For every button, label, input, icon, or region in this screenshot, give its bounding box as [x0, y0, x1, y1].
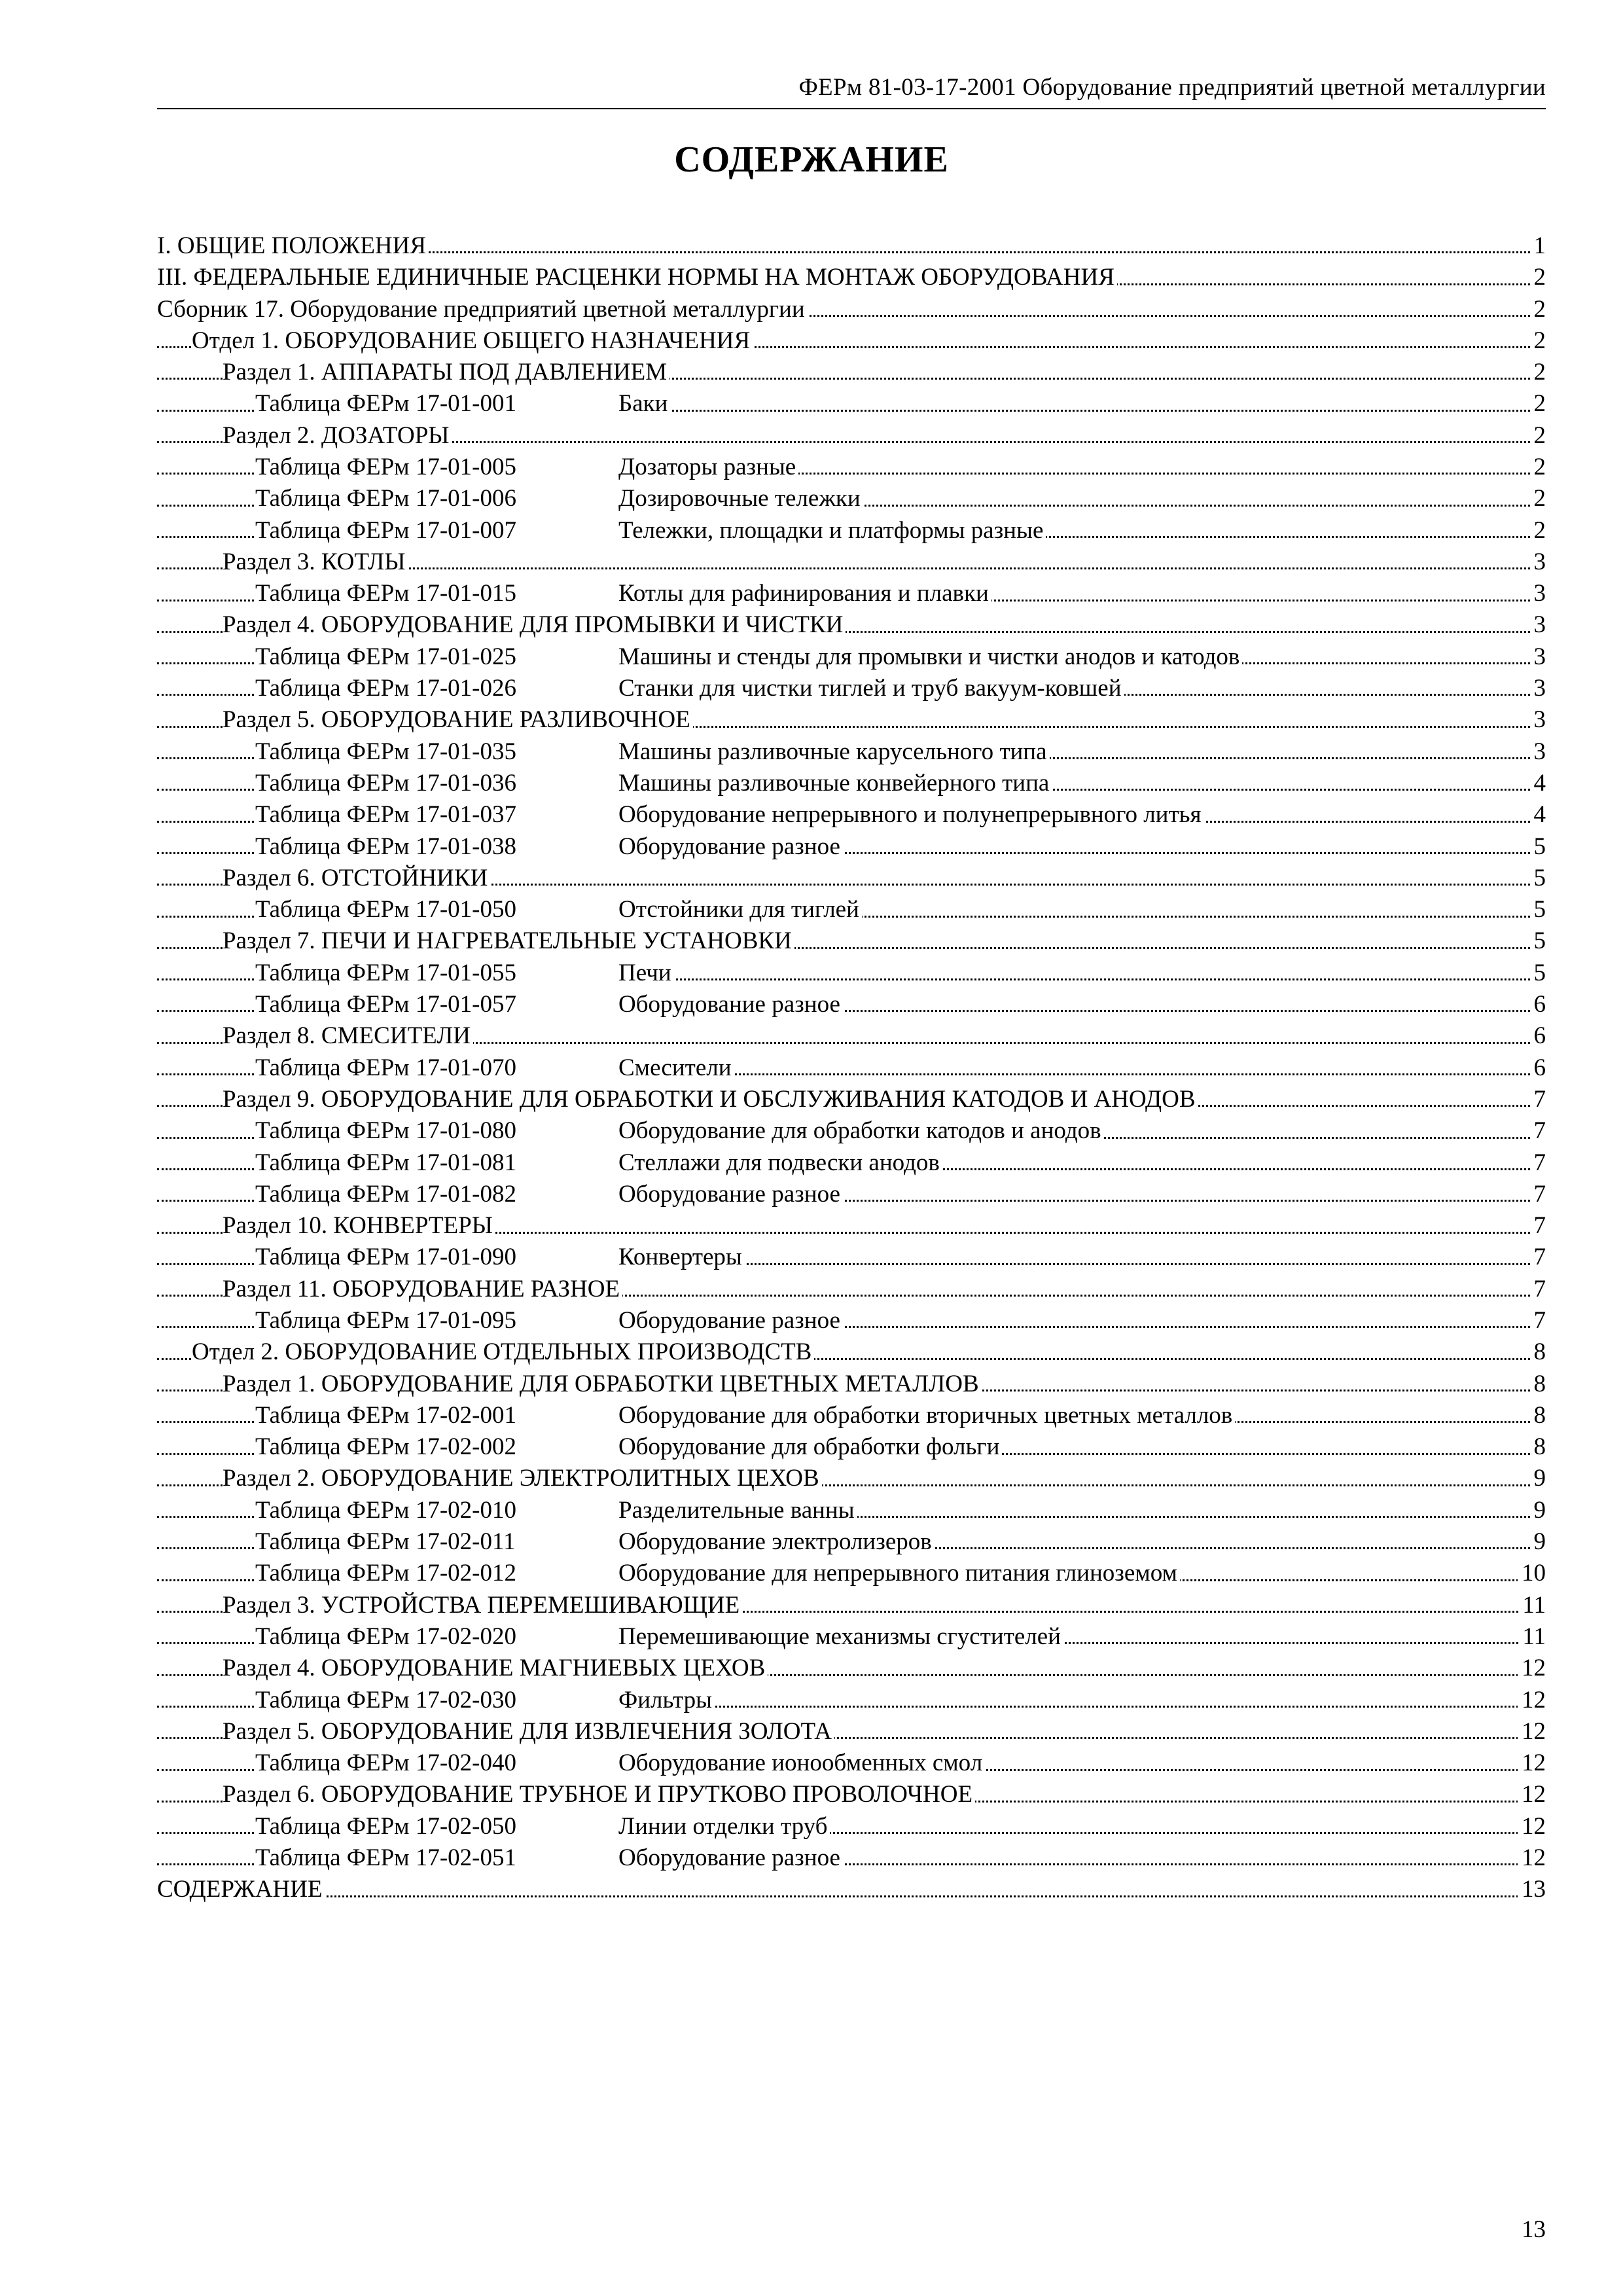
- toc-entry-page: 10: [1518, 1559, 1546, 1588]
- toc-table-code: Таблица ФЕРм 17-01-038: [255, 833, 516, 860]
- toc-table-entry[interactable]: [157, 1146, 1546, 1177]
- toc-entry[interactable]: [157, 1209, 1546, 1240]
- toc-entry-page: 3: [1530, 738, 1546, 766]
- table-of-contents: [157, 229, 1546, 1905]
- toc-entry-title: Отстойники для тиглей: [618, 896, 859, 924]
- toc-entry[interactable]: [157, 355, 1546, 387]
- toc-entry-title: Оборудование разное: [618, 1307, 840, 1334]
- toc-entry-title: Оборудование разное: [618, 1180, 840, 1208]
- toc-entry[interactable]: [157, 1272, 1546, 1304]
- toc-table-entry[interactable]: [157, 1399, 1546, 1430]
- toc-entry-page: 12: [1518, 1844, 1546, 1873]
- header-rule: [157, 108, 1546, 109]
- toc-entry-page: 2: [1530, 295, 1546, 324]
- toc-table-code: Таблица ФЕРм 17-01-095: [255, 1307, 516, 1334]
- toc-entry-title: Оборудование непрерывного и полунепрерывного литья: [618, 801, 1202, 829]
- toc-entry-page: 4: [1530, 800, 1546, 829]
- toc-entry-title: Баки: [618, 390, 668, 418]
- toc-table-entry[interactable]: [157, 830, 1546, 861]
- toc-entry-title: Оборудование для обработки катодов и анодов: [618, 1117, 1101, 1145]
- toc-entry-page: 2: [1530, 263, 1546, 292]
- toc-entry-title: Раздел 2. ДОЗАТОРЫ: [223, 422, 450, 449]
- toc-entry[interactable]: [157, 861, 1546, 893]
- toc-entry-page: 8: [1530, 1338, 1546, 1367]
- toc-table-code: Таблица ФЕРм 17-01-001: [255, 390, 516, 418]
- toc-entry-title: III. ФЕДЕРАЛЬНЫЕ ЕДИНИЧНЫЕ РАСЦЕНКИ НОРМЫ НА МОНТАЖ ОБОРУДОВАНИЯ: [157, 264, 1115, 291]
- toc-entry-page: 6: [1530, 990, 1546, 1019]
- toc-entry-title: Оборудование для обработки вторичных цветных металлов: [618, 1401, 1233, 1429]
- toc-entry-page: 12: [1518, 1717, 1546, 1746]
- toc-entry[interactable]: [157, 1651, 1546, 1683]
- toc-table-entry[interactable]: [157, 956, 1546, 988]
- toc-entry-page: 3: [1530, 579, 1546, 608]
- toc-entry[interactable]: [157, 609, 1546, 640]
- toc-table-entry[interactable]: [157, 988, 1546, 1019]
- toc-entry-page: 5: [1530, 833, 1546, 861]
- toc-table-code: Таблица ФЕРм 17-01-015: [255, 580, 516, 607]
- toc-table-entry[interactable]: [157, 735, 1546, 766]
- toc-entry-page: 3: [1530, 643, 1546, 672]
- toc-entry-page: 12: [1518, 1812, 1546, 1841]
- toc-entry[interactable]: [157, 703, 1546, 734]
- toc-entry-page: 4: [1530, 769, 1546, 798]
- toc-entry-title: Фильтры: [618, 1686, 712, 1713]
- toc-entry-page: 7: [1530, 1085, 1546, 1114]
- toc-entry-page: 12: [1518, 1780, 1546, 1809]
- toc-table-entry[interactable]: [157, 1810, 1546, 1841]
- toc-entry-title: Котлы для рафинирования и плавки: [618, 580, 989, 607]
- toc-entry-title: Раздел 2. ОБОРУДОВАНИЕ ЭЛЕКТРОЛИТНЫХ ЦЕХОВ: [223, 1465, 819, 1492]
- toc-entry-page: 8: [1530, 1401, 1546, 1430]
- toc-entry-title: Конвертеры: [618, 1244, 742, 1271]
- toc-entry-title: Дозировочные тележки: [618, 485, 861, 512]
- toc-table-entry[interactable]: [157, 450, 1546, 482]
- toc-entry-title: Машины и стенды для промывки и чистки анодов и катодов: [618, 643, 1240, 670]
- toc-table-entry[interactable]: [157, 672, 1546, 703]
- toc-table-code: Таблица ФЕРм 17-02-050: [255, 1812, 516, 1840]
- toc-table-entry[interactable]: [157, 1620, 1546, 1651]
- toc-table-code: Таблица ФЕРм 17-01-080: [255, 1117, 516, 1145]
- toc-entry-page: 7: [1530, 1243, 1546, 1272]
- toc-table-entry[interactable]: [157, 1494, 1546, 1525]
- toc-entry-page: 7: [1530, 1117, 1546, 1145]
- toc-entry-page: 7: [1530, 1180, 1546, 1209]
- toc-entry[interactable]: [157, 260, 1546, 292]
- toc-table-code: Таблица ФЕРм 17-01-090: [255, 1244, 516, 1271]
- toc-entry-page: 9: [1530, 1464, 1546, 1493]
- toc-table-entry[interactable]: [157, 387, 1546, 418]
- toc-entry-title: Раздел 5. ОБОРУДОВАНИЕ ДЛЯ ИЗВЛЕЧЕНИЯ ЗОЛОТА: [223, 1717, 832, 1745]
- toc-table-entry[interactable]: [157, 1525, 1546, 1556]
- toc-table-code: Таблица ФЕРм 17-01-070: [255, 1054, 516, 1081]
- toc-entry-title: Тележки, площадки и платформы разные: [618, 516, 1044, 544]
- toc-table-entry[interactable]: [157, 1556, 1546, 1588]
- toc-table-entry[interactable]: [157, 640, 1546, 672]
- toc-entry-page: 2: [1530, 516, 1546, 545]
- toc-entry-title: Раздел 3. УСТРОЙСТВА ПЕРЕМЕШИВАЮЩИЕ: [223, 1591, 740, 1619]
- toc-table-entry[interactable]: [157, 1304, 1546, 1335]
- toc-entry-title: Станки для чистки тиглей и труб вакуум-ковшей: [618, 675, 1122, 702]
- toc-entry-page: 2: [1530, 484, 1546, 513]
- toc-table-code: Таблица ФЕРм 17-01-035: [255, 738, 516, 765]
- toc-entry[interactable]: [157, 545, 1546, 577]
- toc-entry-page: 2: [1530, 453, 1546, 482]
- toc-entry-title: Перемешивающие механизмы сгустителей: [618, 1623, 1061, 1650]
- toc-entry-page: 12: [1518, 1749, 1546, 1778]
- toc-entry-page: 5: [1530, 895, 1546, 924]
- toc-entry-page: 3: [1530, 611, 1546, 639]
- toc-entry-page: 3: [1530, 548, 1546, 577]
- toc-table-entry[interactable]: [157, 1841, 1546, 1873]
- toc-entry[interactable]: [157, 1019, 1546, 1050]
- toc-table-code: Таблица ФЕРм 17-01-005: [255, 453, 516, 480]
- toc-entry-page: 7: [1530, 1306, 1546, 1335]
- toc-entry-page: 13: [1518, 1875, 1546, 1904]
- toc-table-code: Таблица ФЕРм 17-02-051: [255, 1844, 516, 1872]
- toc-entry-page: 12: [1518, 1654, 1546, 1683]
- toc-entry[interactable]: [157, 1873, 1546, 1904]
- toc-entry[interactable]: [157, 293, 1546, 324]
- toc-table-code: Таблица ФЕРм 17-02-011: [255, 1528, 516, 1556]
- toc-entry-page: 2: [1530, 389, 1546, 418]
- toc-entry[interactable]: [157, 1367, 1546, 1399]
- toc-table-entry[interactable]: [157, 1051, 1546, 1083]
- toc-entry[interactable]: [157, 1083, 1546, 1114]
- toc-entry-title: Оборудование ионообменных смол: [618, 1749, 983, 1777]
- toc-entry-title: Раздел 4. ОБОРУДОВАНИЕ ДЛЯ ПРОМЫВКИ И ЧИСТКИ: [223, 611, 844, 639]
- toc-entry-page: 7: [1530, 1275, 1546, 1304]
- toc-entry-page: 2: [1530, 422, 1546, 450]
- toc-table-entry[interactable]: [157, 798, 1546, 829]
- toc-entry-page: 8: [1530, 1370, 1546, 1399]
- toc-entry-title: Машины разливочные конвейерного типа: [618, 769, 1050, 797]
- page-title: СОДЕРЖАНИЕ: [674, 139, 949, 180]
- toc-entry-title: Отдел 1. ОБОРУДОВАНИЕ ОБЩЕГО НАЗНАЧЕНИЯ: [192, 327, 751, 354]
- toc-entry-title: Оборудование разное: [618, 1844, 840, 1872]
- toc-table-entry[interactable]: [157, 1114, 1546, 1145]
- toc-entry[interactable]: [157, 229, 1546, 260]
- toc-entry-title: Раздел 9. ОБОРУДОВАНИЕ ДЛЯ ОБРАБОТКИ И ОБСЛУЖИВАНИЯ КАТОДОВ И АНОДОВ: [223, 1085, 1196, 1113]
- toc-entry-title: Стеллажи для подвески анодов: [618, 1149, 940, 1176]
- toc-table-entry[interactable]: [157, 577, 1546, 608]
- toc-entry-page: 5: [1530, 864, 1546, 893]
- toc-table-entry[interactable]: [157, 1683, 1546, 1715]
- toc-table-entry[interactable]: [157, 766, 1546, 798]
- toc-table-code: Таблица ФЕРм 17-02-012: [255, 1560, 516, 1587]
- toc-entry-title: Разделительные ванны: [618, 1496, 855, 1524]
- toc-table-code: Таблица ФЕРм 17-01-036: [255, 769, 516, 797]
- toc-entry-title: Раздел 8. СМЕСИТЕЛИ: [223, 1022, 471, 1050]
- toc-entry-title: Оборудование для непрерывного питания глиноземом: [618, 1560, 1177, 1587]
- toc-entry-title: СОДЕРЖАНИЕ: [157, 1876, 323, 1903]
- toc-entry[interactable]: [157, 925, 1546, 956]
- toc-entry-title: Дозаторы разные: [618, 453, 796, 480]
- toc-entry[interactable]: [157, 1335, 1546, 1367]
- toc-entry-title: Раздел 6. ОБОРУДОВАНИЕ ТРУБНОЕ И ПРУТКОВО ПРОВОЛОЧНОЕ: [223, 1781, 973, 1808]
- toc-entry[interactable]: [157, 1462, 1546, 1494]
- toc-table-code: Таблица ФЕРм 17-01-082: [255, 1180, 516, 1208]
- toc-entry-page: 11: [1518, 1623, 1546, 1651]
- toc-entry[interactable]: [157, 324, 1546, 355]
- toc-table-code: Таблица ФЕРм 17-01-050: [255, 896, 516, 924]
- toc-table-code: Таблица ФЕРм 17-02-010: [255, 1496, 516, 1524]
- toc-table-code: Таблица ФЕРм 17-01-007: [255, 516, 516, 544]
- toc-table-code: Таблица ФЕРм 17-01-026: [255, 675, 516, 702]
- toc-table-entry[interactable]: [157, 1746, 1546, 1778]
- toc-entry-page: 6: [1530, 1022, 1546, 1050]
- toc-entry-page: 2: [1530, 327, 1546, 355]
- toc-entry-title: Печи: [618, 959, 671, 986]
- toc-entry-page: 3: [1530, 674, 1546, 703]
- toc-entry-title: Раздел 5. ОБОРУДОВАНИЕ РАЗЛИВОЧНОЕ: [223, 706, 690, 734]
- toc-entry-title: Раздел 11. ОБОРУДОВАНИЕ РАЗНОЕ: [223, 1275, 620, 1302]
- toc-entry-page: 9: [1530, 1496, 1546, 1525]
- page-number: 13: [1522, 2216, 1546, 2243]
- toc-entry-title: Машины разливочные карусельного типа: [618, 738, 1047, 765]
- toc-entry-page: 1: [1530, 232, 1546, 260]
- toc-entry[interactable]: [157, 1588, 1546, 1620]
- toc-entry-title: Линии отделки труб: [618, 1812, 828, 1840]
- toc-entry[interactable]: [157, 419, 1546, 450]
- toc-table-entry[interactable]: [157, 1241, 1546, 1272]
- toc-entry-title: Отдел 2. ОБОРУДОВАНИЕ ОТДЕЛЬНЫХ ПРОИЗВОДСТВ: [192, 1338, 812, 1366]
- toc-table-code: Таблица ФЕРм 17-02-001: [255, 1401, 516, 1429]
- toc-entry-title: Оборудование для обработки фольги: [618, 1433, 1000, 1461]
- toc-entry-title: Раздел 6. ОТСТОЙНИКИ: [223, 864, 488, 891]
- toc-table-code: Таблица ФЕРм 17-02-030: [255, 1686, 516, 1713]
- toc-table-code: Таблица ФЕРм 17-01-057: [255, 991, 516, 1018]
- dot-leader: [157, 1895, 1546, 1897]
- toc-entry-title: Раздел 1. АППАРАТЫ ПОД ДАВЛЕНИЕМ: [223, 359, 668, 386]
- toc-entry-page: 7: [1530, 1211, 1546, 1240]
- toc-entry-page: 7: [1530, 1149, 1546, 1177]
- toc-table-code: Таблица ФЕРм 17-01-006: [255, 485, 516, 512]
- toc-entry-title: Оборудование электролизеров: [618, 1528, 932, 1556]
- toc-table-code: Таблица ФЕРм 17-02-002: [255, 1433, 516, 1461]
- toc-entry-title: Сборник 17. Оборудование предприятий цветной металлургии: [157, 295, 805, 323]
- toc-table-code: Таблица ФЕРм 17-01-081: [255, 1149, 516, 1176]
- toc-entry-title: I. ОБЩИЕ ПОЛОЖЕНИЯ: [157, 232, 427, 259]
- toc-table-entry[interactable]: [157, 893, 1546, 924]
- toc-entry-title: Оборудование разное: [618, 833, 840, 860]
- toc-entry-page: 5: [1530, 927, 1546, 956]
- toc-entry-title: Раздел 1. ОБОРУДОВАНИЕ ДЛЯ ОБРАБОТКИ ЦВЕТНЫХ МЕТАЛЛОВ: [223, 1370, 979, 1397]
- toc-entry-page: 5: [1530, 959, 1546, 988]
- toc-entry[interactable]: [157, 1778, 1546, 1810]
- toc-table-entry[interactable]: [157, 514, 1546, 545]
- toc-entry-page: 12: [1518, 1686, 1546, 1715]
- toc-table-entry[interactable]: [157, 482, 1546, 513]
- toc-entry[interactable]: [157, 1715, 1546, 1746]
- toc-entry-page: 2: [1530, 358, 1546, 387]
- toc-entry-page: 6: [1530, 1054, 1546, 1083]
- running-header: ФЕРм 81-03-17-2001 Оборудование предприятий цветной металлургии: [798, 74, 1546, 101]
- toc-table-code: Таблица ФЕРм 17-01-037: [255, 801, 516, 829]
- toc-entry-title: Раздел 3. КОТЛЫ: [223, 548, 406, 575]
- toc-table-code: Таблица ФЕРм 17-01-055: [255, 959, 516, 986]
- toc-table-code: Таблица ФЕРм 17-02-020: [255, 1623, 516, 1650]
- toc-entry-title: Раздел 4. ОБОРУДОВАНИЕ МАГНИЕВЫХ ЦЕХОВ: [223, 1655, 766, 1682]
- toc-entry-title: Раздел 7. ПЕЧИ И НАГРЕВАТЕЛЬНЫЕ УСТАНОВКИ: [223, 927, 792, 955]
- toc-entry-page: 9: [1530, 1528, 1546, 1556]
- toc-entry-page: 3: [1530, 706, 1546, 734]
- toc-entry-title: Смесители: [618, 1054, 732, 1081]
- toc-table-entry[interactable]: [157, 1430, 1546, 1462]
- toc-table-entry[interactable]: [157, 1177, 1546, 1209]
- toc-table-code: Таблица ФЕРм 17-01-025: [255, 643, 516, 670]
- toc-table-code: Таблица ФЕРм 17-02-040: [255, 1749, 516, 1777]
- toc-entry-page: 8: [1530, 1433, 1546, 1462]
- toc-entry-title: Оборудование разное: [618, 991, 840, 1018]
- toc-entry-title: Раздел 10. КОНВЕРТЕРЫ: [223, 1212, 493, 1240]
- toc-entry-page: 11: [1518, 1591, 1546, 1620]
